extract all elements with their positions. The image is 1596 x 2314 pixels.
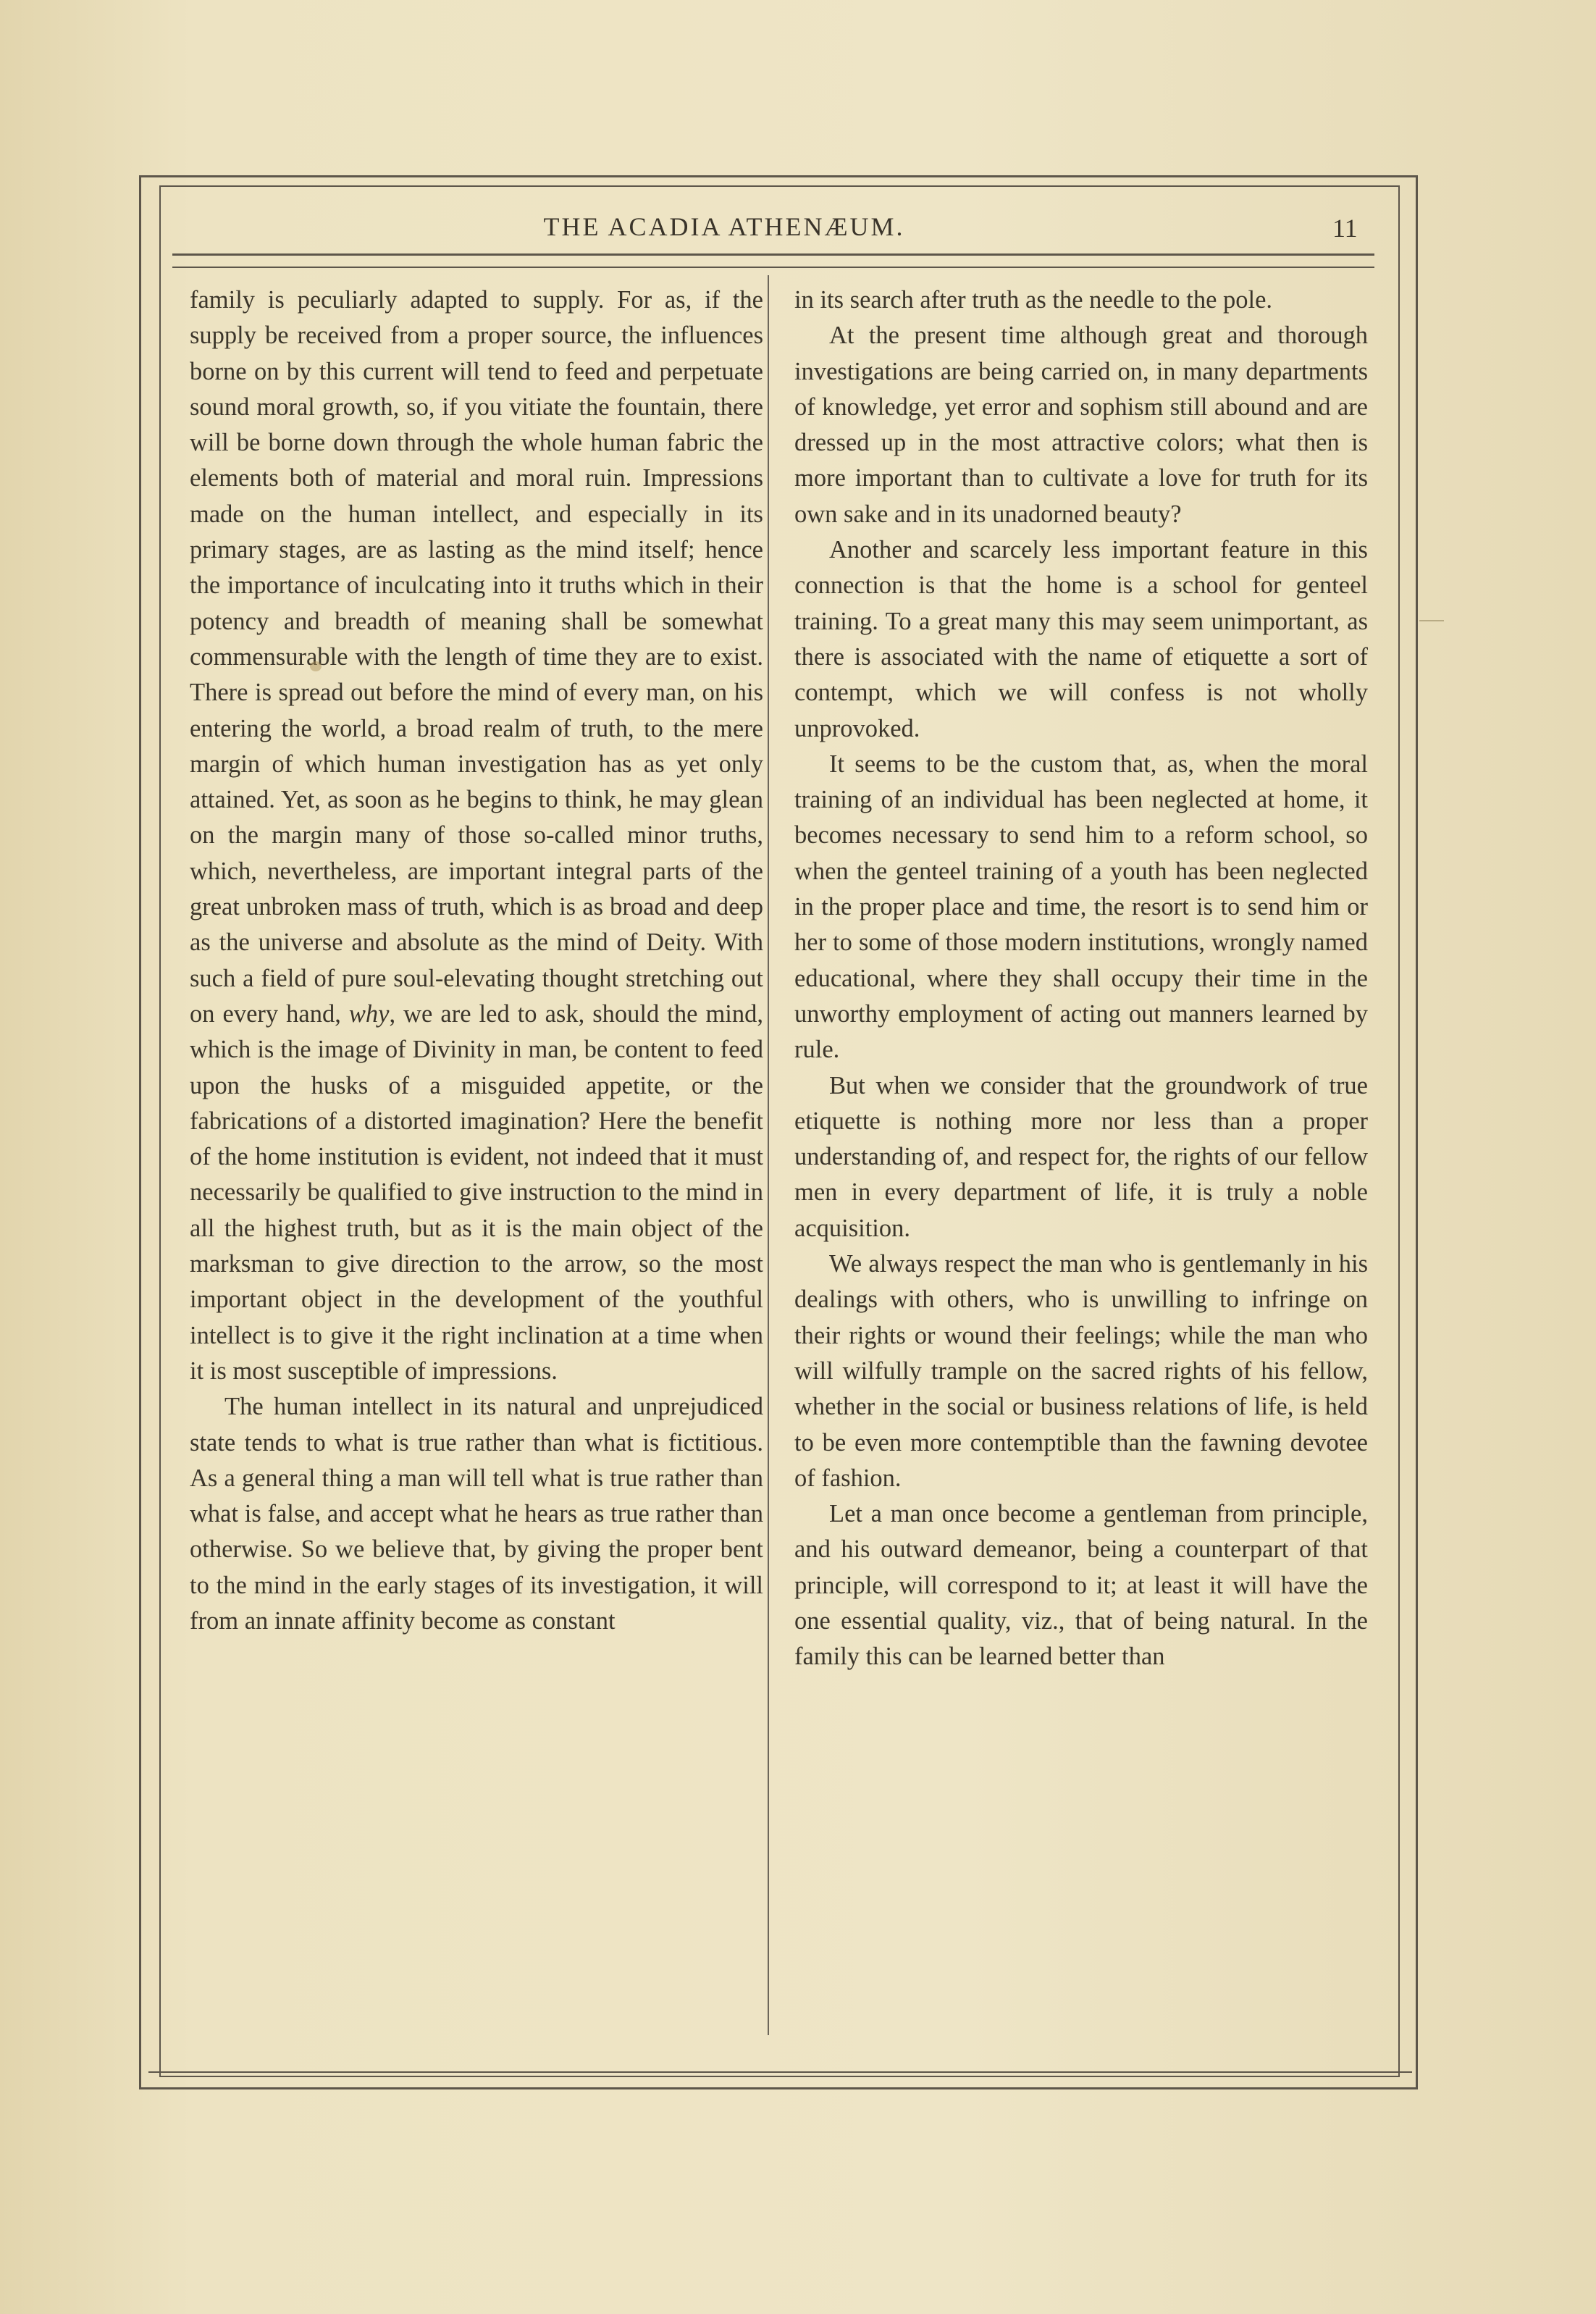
column-divider <box>768 275 769 2035</box>
header-rule-thick <box>172 253 1374 256</box>
left-paragraph-1-continued: , we are led to ask, should the mind, which is the image of Divinity in man, be content to feed upon the husks of a misguided appetite, or the fabrications of a distorted imagination? Here the benefit of the home institution is evident, not indeed that it must necessarily be qualified to give instruction to the mind in all the highest truth, but as it is the main object of the marksman to give direction to the arrow, so the most important object in the development of the youthful intellect is to give it the right inclination at a time when it is most susceptible of impressions. <box>190 999 763 1385</box>
margin-mark <box>1419 620 1444 621</box>
right-paragraph-3: Another and scarcely less important feature in this connection is that the home is a school for genteel training. To a great many this may seem unimportant, as there is associated with the name of etiquette a sort of contempt, which we will confess is not wholly unprovoked. <box>794 536 1368 742</box>
emphasis-why: why <box>348 999 390 1028</box>
left-paragraph-1-text: family is peculiarly adapted to supply. For as, if the supply be received from a proper source, the influences borne on by this current will tend to feed and perpetuate sound moral growth, so, if you vitiate the fountain, there will be borne down through the whole human fabric the elements both of material and moral ruin. Impressions made on the human intellect, and especially in its primary stages, are as lasting as the mind itself; hence the importance of inculcating into it truths which in their potency and breadth of meaning shall be somewhat commensurable with the length of time they are to exist. There is spread out before the mind of every man, on his entering the world, a broad realm of truth, to the mere margin of which human investigation has as yet only attained. Yet, as soon as he begins to think, he may glean on the margin many of those so-called minor truths, which, nevertheless, are important integral parts of the great unbroken mass of truth, which is as broad and deep as the universe and absolute as the mind of Deity. With such a field of pure soul-elevating thought stretching out on every hand, <box>190 286 763 1028</box>
right-paragraph-2: At the present time although great and thorough investigations are being carried on, in many departments of knowledge, yet error and sophism still abound and are dressed up in the most attractive colors; what then is more important than to cultivate a love for truth for its own sake and in its unadorned beauty? <box>794 322 1368 528</box>
footer-rule <box>148 2071 1412 2073</box>
right-paragraph-5: But when we consider that the groundwork of true etiquette is nothing more nor less than a proper understanding of, and respect for, the rights of our fellow men in every department of life, it is truly a noble acquisition. <box>794 1071 1368 1242</box>
right-paragraph-1: in its search after truth as the needle to the pole. <box>794 286 1273 314</box>
left-paragraph-2: The human intellect in its natural and unprejudiced state tends to what is true rather than what is fictitious. As a general thing a man will tell what is true rather than what is false, and accept what he hears as true rather than otherwise. So we believe that, by giving the proper bent to the mind in the early stages of its investigation, it will from an innate affinity become as constant <box>190 1393 763 1635</box>
right-column <box>794 282 1368 2035</box>
running-header-title: THE ACADIA ATHENÆUM. <box>543 212 905 241</box>
left-column <box>190 282 763 2035</box>
page-number: 11 <box>1332 214 1358 243</box>
right-paragraph-4: It seems to be the custom that, as, when the moral training of an individual has been neglected at home, it becomes necessary to send him to a reform school, so when the genteel training of a youth has been neglected in the proper place and time, the resort is to send him or her to some of those modern institutions, wrongly named educational, where they shall occupy their time in the unworthy employment of acting out manners learned by rule. <box>794 750 1368 1064</box>
right-paragraph-7: Let a man once become a gentleman from principle, and his outward demeanor, being a counterpart of that principle, will correspond to it; at least it will have the one essential quality, viz., that of being natural. In the family this can be learned better than <box>794 1500 1368 1671</box>
left-paragraph-1 <box>190 282 763 1389</box>
header-rule-thin <box>172 267 1374 268</box>
right-paragraph-6: We always respect the man who is gentlemanly in his dealings with others, who is unwilling to infringe on their rights or wound their feelings; while the man who will wilfully trample on the sacred rights of his fellow, whether in the social or business relations of life, is held to be even more contemptible than the fawning devotee of fashion. <box>794 1250 1368 1492</box>
ink-stain <box>310 661 322 671</box>
